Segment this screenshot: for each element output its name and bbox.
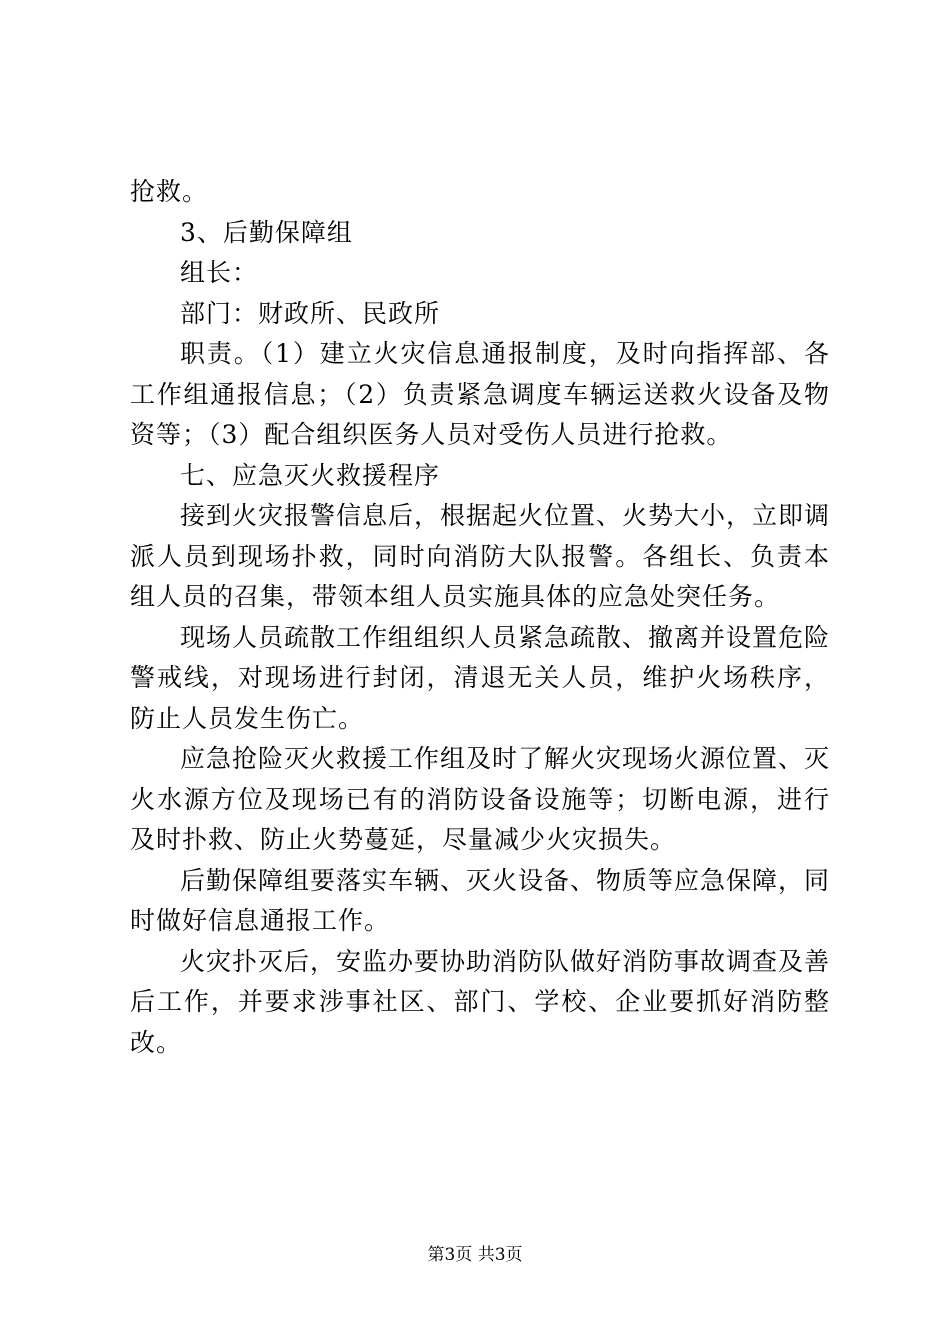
paragraph-3: 组长： bbox=[180, 258, 259, 287]
page-number: 第3页 共3页 bbox=[427, 1245, 523, 1265]
paragraph-8: 现场人员疏散工作组组织人员紧急疏散、撤离并设置危险警戒线，对现场进行封闭，清退无关人员，维护火场秩序，防止人员发生伤亡。 bbox=[130, 622, 831, 733]
paragraph-9: 应急抢险灭火救援工作组及时了解火灾现场火源位置、灭火水源方位及现场已有的消防设备设施等；切断电源，进行及时扑救、防止火势蔓延，尽量减少火灾损失。 bbox=[130, 744, 831, 854]
paragraph-2: 3、后勤保障组 bbox=[180, 217, 353, 247]
paragraph-11: 火灾扑灭后，安监办要协助消防队做好消防事故调查及善后工作，并要求涉事社区、部门、学校、企业要抓好消防整改。 bbox=[130, 946, 831, 1057]
paragraph-1: 抢救。 bbox=[130, 177, 209, 206]
paragraph-10: 后勤保障组要落实车辆、灭火设备、物质等应急保障，同时做好信息通报工作。 bbox=[130, 865, 831, 935]
document-body bbox=[130, 172, 830, 1063]
paragraph-4: 部门：财政所、民政所 bbox=[180, 298, 441, 328]
paragraph-7: 接到火灾报警信息后，根据起火位置、火势大小，立即调派人员到现场扑救，同时向消防大队报警。各组长、负责本组人员的召集，带领本组人员实施具体的应急处突任务。 bbox=[130, 501, 831, 611]
section-heading: 七、应急灭火救援程序 bbox=[180, 460, 441, 490]
paragraph-5: 职责。（1）建立火灾信息通报制度，及时向指挥部、各工作组通报信息；（2）负责紧急调度车辆运送救火设备及物资等；（3）配合组织医务人员对受伤人员进行抢救。 bbox=[130, 339, 830, 449]
